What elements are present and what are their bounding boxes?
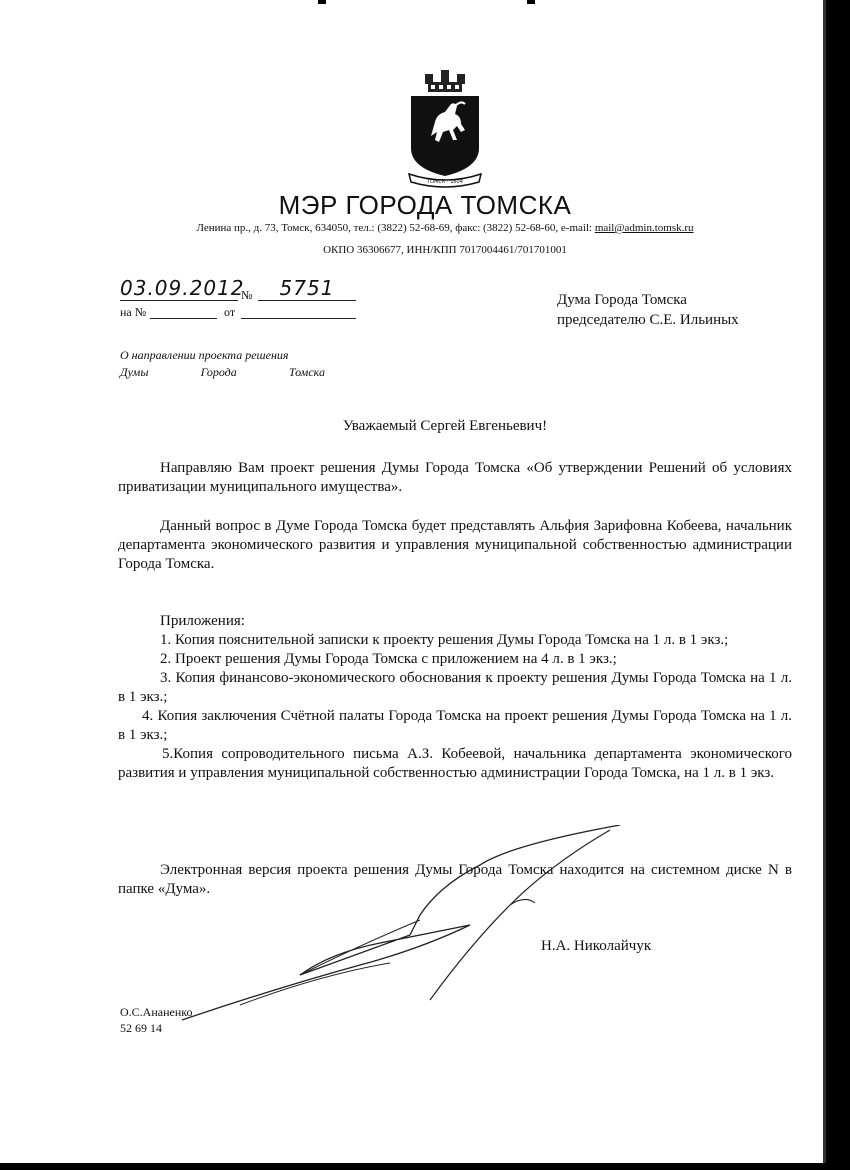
- subject-word: Города: [200, 365, 237, 379]
- addressee-org: Дума Города Томска: [557, 292, 687, 308]
- svg-text:ТОМСК · 1604: ТОМСК · 1604: [427, 179, 463, 185]
- org-codes: ОКПО 36306677, ИНН/КПП 7017004461/701701001: [323, 244, 567, 256]
- reply-to-field: [150, 318, 217, 319]
- scan-edge-bottom: [0, 1163, 850, 1170]
- paragraph-1-text: Направляю Вам проект решения Думы Города Томска «Об утверждении Решений об условиях приватизации муниципального имущества».: [118, 460, 792, 495]
- signer-name: Н.А. Николайчук: [541, 938, 652, 954]
- greeting: Уважаемый Сергей Евгеньевич!: [342, 418, 548, 434]
- paragraph-1: [118, 459, 792, 497]
- attachment-item: 5.Копия сопроводительного письма А.З. Кобеевой, начальника департамента экономического развития и управления муниципальной собственностью администрации Города Томска, на 1 л. в 1 экз.: [118, 746, 792, 781]
- scan-mark: [527, 0, 535, 4]
- contact-phone: 52 69 14: [120, 1021, 162, 1035]
- subject-word: Томска: [288, 365, 325, 379]
- number-label: №: [241, 288, 253, 302]
- paragraph-2-text: Данный вопрос в Думе Города Томска будет представлять Альфия Зарифовна Кобеева, начальник департамента экономического развития и управления муниципальной собственностью администрации Города Томска.: [118, 518, 792, 572]
- attachment-item: 3. Копия финансово-экономического обоснования к проекту решения Думы Города Томска на 1 л. в 1 экз.;: [118, 670, 792, 705]
- subject-line2: [120, 364, 325, 381]
- paragraph-2: [118, 517, 792, 574]
- scan-edge-right: [826, 0, 850, 1170]
- registration-number: 5751: [258, 276, 356, 301]
- closing-text: Электронная версия проекта решения Думы Города Томска находится на системном диске N в папке «Дума».: [118, 862, 792, 897]
- tomsk-coat-of-arms-icon: [405, 70, 485, 190]
- org-address: [0, 222, 850, 234]
- subject-line1: О направлении проекта решения: [120, 348, 289, 362]
- address-text: Ленина пр., д. 73, Томск, 634050, тел.: (3822) 52-68-69, факс: (3822) 52-68-60, e-mail:: [196, 222, 595, 234]
- attachment-item: 2. Проект решения Думы Города Томска с приложением на 4 л. в 1 экз.;: [160, 651, 617, 667]
- handwritten-signature: [180, 825, 630, 1030]
- email-link[interactable]: mail@admin.tomsk.ru: [594, 222, 694, 234]
- from-label: от: [224, 305, 236, 319]
- org-title: МЭР ГОРОДА ТОМСКА: [278, 190, 572, 220]
- registration-date: 03.09.2012: [120, 276, 245, 300]
- subject: [120, 347, 325, 381]
- from-field: [241, 318, 356, 319]
- contact-block: [120, 1004, 192, 1036]
- addressee-person: председателю С.Е. Ильиных: [557, 312, 739, 328]
- scan-mark: [318, 0, 326, 4]
- attachment-item: 1. Копия пояснительной записки к проекту решения Думы Города Томска на 1 л. в 1 экз.;: [160, 632, 729, 648]
- attachments-title: Приложения:: [160, 613, 245, 629]
- attachment-item: 4. Копия заключения Счётной палаты Города Томска на проект решения Думы Города Томска на 1 л. в 1 экз.;: [118, 708, 792, 743]
- attachments: [118, 612, 792, 783]
- addressee: [557, 290, 739, 330]
- subject-word: Думы: [120, 365, 149, 379]
- reply-to-label: на №: [120, 305, 147, 319]
- scan-edge-right-inner: [823, 0, 826, 1170]
- contact-name: О.С.Ананенко: [120, 1005, 193, 1019]
